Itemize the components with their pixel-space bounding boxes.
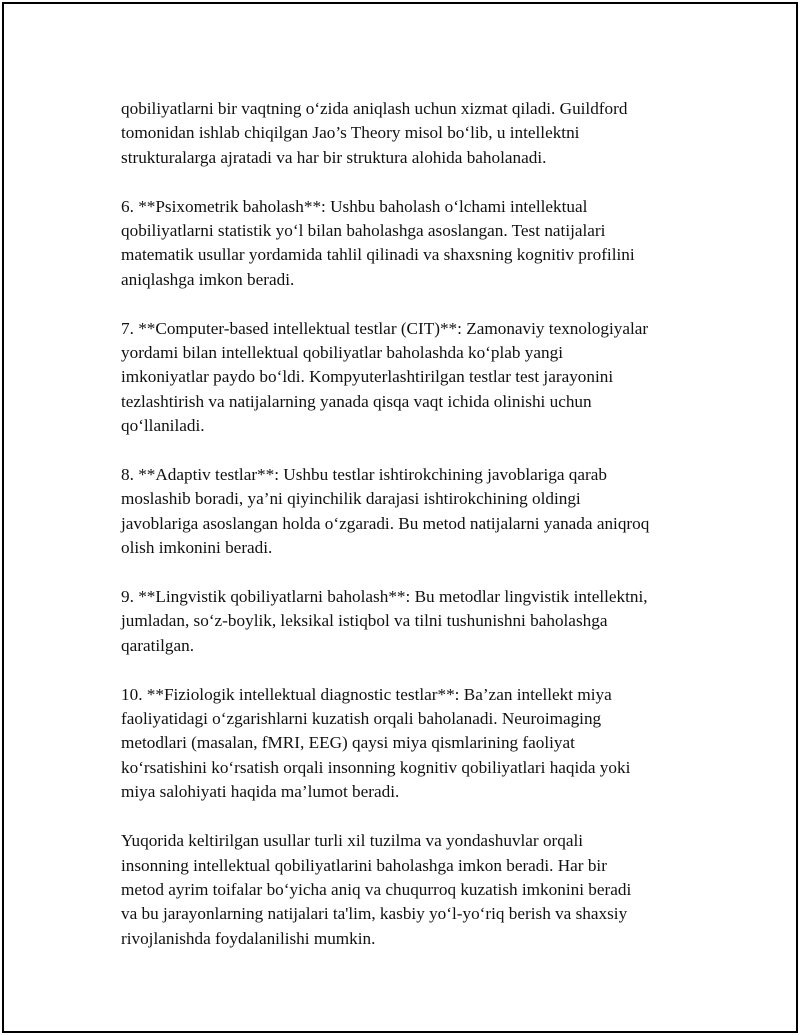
page-frame: [2, 2, 798, 1033]
paragraph-item-9: 9. **Lingvistik qobiliyatlarni baholash**: Bu metodlar lingvistik intellektni, jumladan, so‘z-boylik, leksikal istiqbol va tilni tushunishni baholashga qaratilgan.: [121, 587, 648, 655]
paragraph-item-8: 8. **Adaptiv testlar**: Ushbu testlar ishtirokchining javoblariga qarab moslashib boradi, ya’ni qiyinchilik darajasi ishtirokchining oldingi javoblariga asoslangan holda o‘zgaradi. Bu metod natijalarni yanada aniqroq olish imkonini beradi.: [121, 465, 650, 558]
paragraph-item-7: 7. **Computer-based intellektual testlar (CIT)**: Zamonaviy texnologiyalar yordami bilan intellektual qobiliyatlar baholashda ko‘plab yangi imkoniyatlar paydo bo‘ldi. Kompyuterlashtirilgan testlar test jarayonini tezlashtirish va natijalarning yanada qisqa vaqt ichida olinishi uchun qo‘llaniladi.: [121, 318, 649, 436]
paragraph-item-6: 6. **Psixometrik baholash**: Ushbu baholash o‘lchami intellektual qobiliyatlarni statistik yo‘l bilan baholashga asoslangan. Test natijalari matematik usullar yordamida tahlil qilinadi va shaxsning kognitiv profilini aniqlashga imkon beradi.: [121, 196, 635, 289]
document-body: [121, 97, 711, 951]
paragraph-conclusion: Yuqorida keltirilgan usullar turli xil tuzilma va yondashuvlar orqali insonning intellektual qobiliyatlarini baholashga imkon beradi. Har bir metod ayrim toifalar bo‘yicha aniq va chuqurroq kuzatish imkonini beradi va bu jarayonlarning natijalari ta'lim, kasbiy yo‘l-yo‘riq berish va shaxsiy rivojlanishda foydalanilishi mumkin.: [121, 831, 632, 948]
paragraph-continuation: qobiliyatlarni bir vaqtning o‘zida aniqlash uchun xizmat qiladi. Guildford tomonidan ishlab chiqilgan Jao’s Theory misol bo‘lib, u intellektni strukturalarga ajratadi va har bir struktura alohida baholanadi.: [121, 99, 628, 167]
paragraph-item-10: 10. **Fiziologik intellektual diagnostic testlar**: Ba’zan intellekt miya faoliyatidagi o‘zgarishlarni kuzatish orqali baholanadi. Neuroimaging metodlari (masalan, fMRI, EEG) qaysi miya qismlarining faoliyat ko‘rsatishini ko‘rsatish orqali insonning kognitiv qobiliyatlari haqida yoki miya salohiyati haqida ma’lumot beradi.: [121, 684, 631, 802]
